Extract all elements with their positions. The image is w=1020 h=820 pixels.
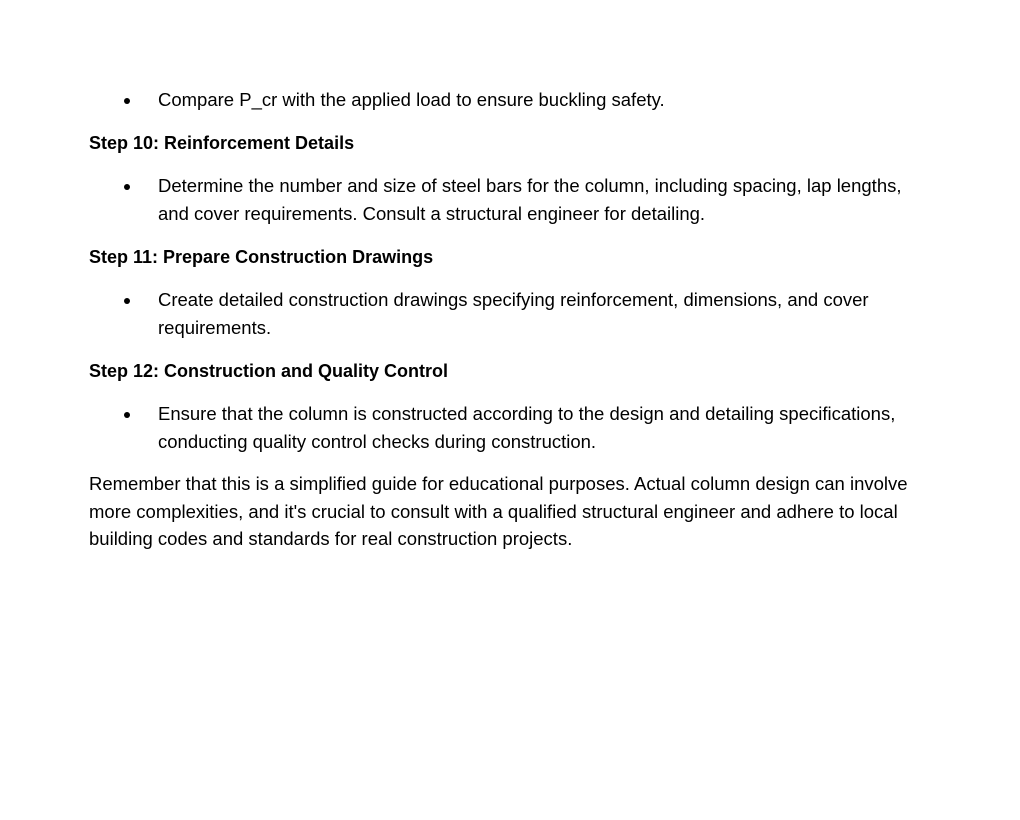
bullet-list: [89, 400, 909, 456]
section-heading-step-12: Step 12: Construction and Quality Control: [89, 361, 449, 381]
section-heading-step-11: Step 11: Prepare Construction Drawings: [89, 247, 434, 267]
list-item: [89, 86, 909, 114]
document-body: [89, 86, 909, 553]
list-item: [89, 172, 909, 228]
list-item: [89, 286, 909, 342]
bullet-list: [89, 286, 909, 342]
closing-paragraph: Remember that this is a simplified guide for educational purposes. Actual column design can involve more complexities, and it's crucial to consult with a qualified structural engineer and adhere to local building codes and standards for real construction projects.: [89, 473, 908, 549]
bullet-list: [89, 172, 909, 228]
section-heading-step-10: Step 10: Reinforcement Details: [89, 133, 355, 153]
list-item-text: Ensure that the column is constructed according to the design and detailing specifications, conducting quality control checks during construction.: [158, 403, 896, 452]
bullet-icon: [124, 98, 130, 104]
list-item-text: Create detailed construction drawings specifying reinforcement, dimensions, and cover requirements.: [158, 289, 869, 338]
list-item-text: Compare P_cr with the applied load to ensure buckling safety.: [158, 89, 665, 110]
bullet-list: [89, 86, 909, 114]
bullet-icon: [124, 298, 130, 304]
bullet-icon: [124, 184, 130, 190]
bullet-icon: [124, 412, 130, 418]
list-item: [89, 400, 909, 456]
list-item-text: Determine the number and size of steel bars for the column, including spacing, lap lengths, and cover requirements. Consult a structural engineer for detailing.: [158, 175, 902, 224]
